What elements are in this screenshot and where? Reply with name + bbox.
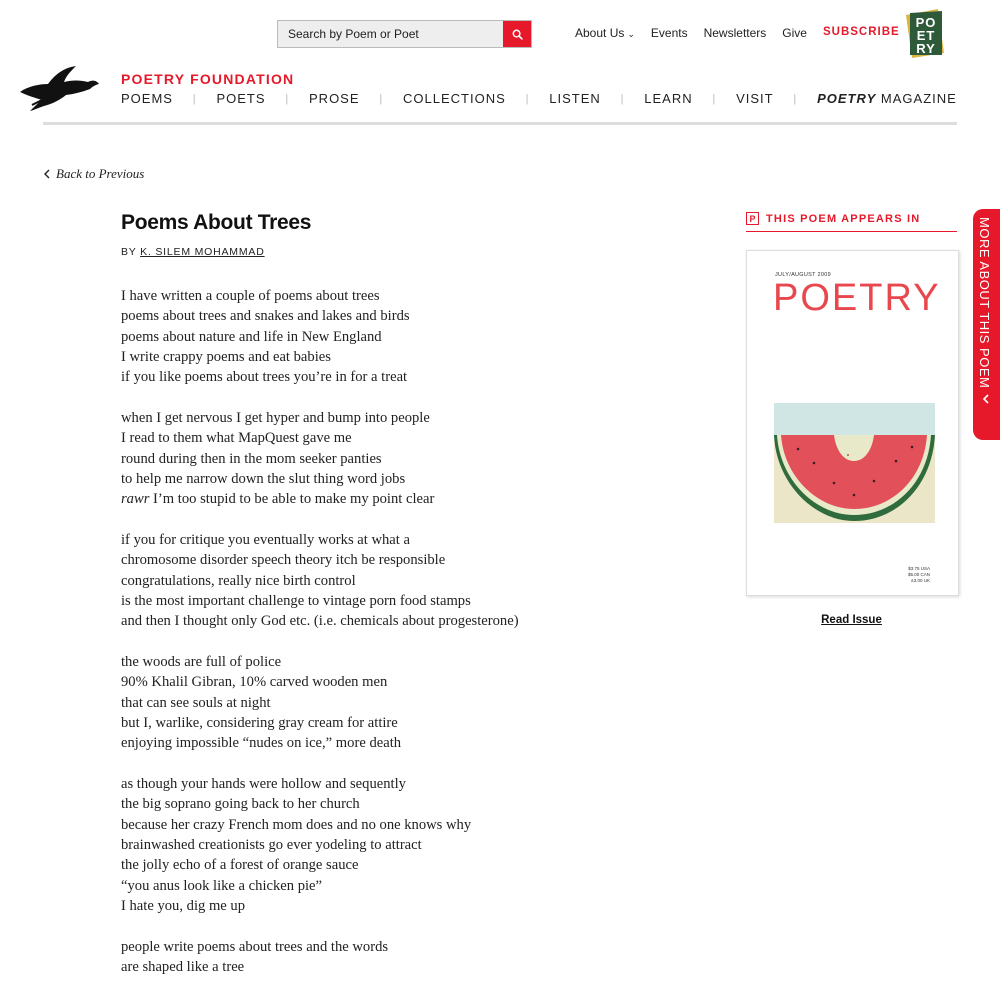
poem-line: is the most important challenge to vintage porn food stamps: [121, 592, 471, 609]
poem-line: poems about nature and life in New England: [121, 328, 382, 345]
poem-line: I write crappy poems and eat babies: [121, 348, 331, 365]
poem-line: as though your hands were hollow and sequently: [121, 775, 406, 792]
nav-item-learn[interactable]: LEARN: [644, 91, 693, 106]
brand-name[interactable]: POETRY FOUNDATION: [121, 71, 295, 87]
cover-wordmark: POETRY: [773, 277, 941, 319]
newsletters-link[interactable]: Newsletters: [703, 26, 767, 40]
poem-line: rawr I’m too stupid to be able to make my point clear: [121, 491, 435, 508]
nav-item-listen[interactable]: LISTEN: [549, 91, 601, 106]
more-about-this-poem-tab[interactable]: MORE ABOUT THIS POEM: [973, 209, 1000, 440]
stanza: [121, 530, 681, 632]
nav-separator: |: [192, 92, 197, 105]
nav-separator: |: [620, 92, 625, 105]
poem-line: that can see souls at night: [121, 694, 271, 711]
nav-separator: |: [712, 92, 717, 105]
nav-item-poetry-magazine[interactable]: POETRY MAGAZINE: [817, 91, 957, 106]
chevron-left-icon: [980, 393, 992, 405]
poem-line: I read to them what MapQuest gave me: [121, 430, 352, 447]
author-link[interactable]: K. SILEM MOHAMMAD: [140, 246, 265, 258]
search-input[interactable]: [278, 21, 503, 47]
poem-line: if you for critique you eventually works at what a: [121, 531, 410, 548]
nav-item-poems[interactable]: POEMS: [121, 91, 173, 106]
magazine-cover[interactable]: [746, 250, 959, 596]
header-divider: [43, 122, 957, 125]
poem-line: the big soprano going back to her church: [121, 796, 360, 813]
poem-line: to help me narrow down the slut thing word jobs: [121, 470, 406, 487]
nav-separator: |: [525, 92, 530, 105]
stanza: [121, 286, 681, 388]
poem-line: but I, warlike, considering gray cream for attire: [121, 714, 398, 731]
subscribe-link[interactable]: SUBSCRIBE: [822, 26, 900, 38]
poem-line: congratulations, really nice birth control: [121, 572, 356, 589]
poem-body: [121, 286, 681, 997]
poem-line: if you like poems about trees you’re in for a treat: [121, 369, 408, 386]
nav-item-visit[interactable]: VISIT: [736, 91, 774, 106]
poem-byline: BY K. SILEM MOHAMMAD: [121, 246, 265, 258]
stanza: [121, 652, 681, 754]
nav-separator: |: [379, 92, 384, 105]
poem-line: the jolly echo of a forest of orange sauce: [121, 857, 359, 874]
stanza: [121, 408, 681, 510]
poem-line: are shaped like a tree: [121, 958, 245, 975]
poetry-magazine-logo[interactable]: [904, 7, 946, 59]
poem-line: I have written a couple of poems about trees: [121, 288, 380, 304]
magazine-logo-line-1: PO: [915, 15, 937, 30]
about-us-link[interactable]: About Us ⌄: [575, 26, 635, 40]
poem-line: “you anus look like a chicken pie”: [121, 877, 322, 894]
pegasus-logo-icon[interactable]: [18, 62, 100, 112]
poem-line: brainwashed creationists go ever yodeling to attract: [121, 836, 422, 853]
poem-line: and then I thought only God etc. (i.e. chemicals about progesterone): [121, 613, 519, 630]
poem-line: when I get nervous I get hyper and bump into people: [121, 409, 430, 426]
magazine-logo-line-2: ET: [916, 28, 936, 43]
watermelon-illustration: [774, 403, 935, 523]
poem-line: poems about trees and snakes and lakes and birds: [121, 308, 410, 325]
stanza: [121, 937, 681, 978]
magazine-logo-line-3: RY: [916, 41, 936, 56]
poem-line: the woods are full of police: [121, 653, 282, 670]
italic-word: rawr: [121, 491, 150, 508]
nav-item-collections[interactable]: COLLECTIONS: [403, 91, 506, 106]
poem-line: enjoying impossible “nudes on ice,” more death: [121, 735, 402, 752]
give-link[interactable]: Give: [782, 26, 807, 40]
poem-line: people write poems about trees and the words: [121, 938, 389, 955]
chevron-down-icon: ⌄: [627, 29, 635, 39]
poem-line: I hate you, dig me up: [121, 897, 246, 914]
poetry-p-icon: P: [746, 212, 759, 225]
appears-in-heading: P THIS POEM APPEARS IN: [746, 212, 957, 232]
utility-nav: [575, 26, 900, 40]
search-button[interactable]: [503, 21, 531, 47]
poem-line: because her crazy French mom does and no one knows why: [121, 816, 472, 833]
cover-prices: $3.75 USA $5.00 CAN £3.00 UK: [907, 566, 930, 583]
poem-line: 90% Khalil Gibran, 10% carved wooden men: [121, 674, 388, 691]
back-to-previous-link[interactable]: Back to Previous: [44, 166, 144, 182]
chevron-left-icon: [44, 169, 50, 179]
events-link[interactable]: Events: [650, 26, 688, 40]
nav-item-poets[interactable]: POETS: [216, 91, 266, 106]
read-issue-link[interactable]: Read Issue: [821, 614, 882, 626]
poem-title: Poems About Trees: [121, 211, 312, 234]
nav-separator: |: [285, 92, 290, 105]
search-icon: [512, 29, 523, 40]
cover-issue-date: JULY/AUGUST 2009: [775, 272, 831, 278]
stanza: [121, 774, 681, 916]
main-nav: [121, 91, 957, 106]
poem-line: chromosome disorder speech theory itch be responsible: [121, 552, 446, 569]
nav-item-prose[interactable]: PROSE: [309, 91, 360, 106]
poem-line: round during then in the mom seeker panties: [121, 450, 382, 467]
search-bar: [277, 20, 532, 48]
nav-separator: |: [793, 92, 798, 105]
